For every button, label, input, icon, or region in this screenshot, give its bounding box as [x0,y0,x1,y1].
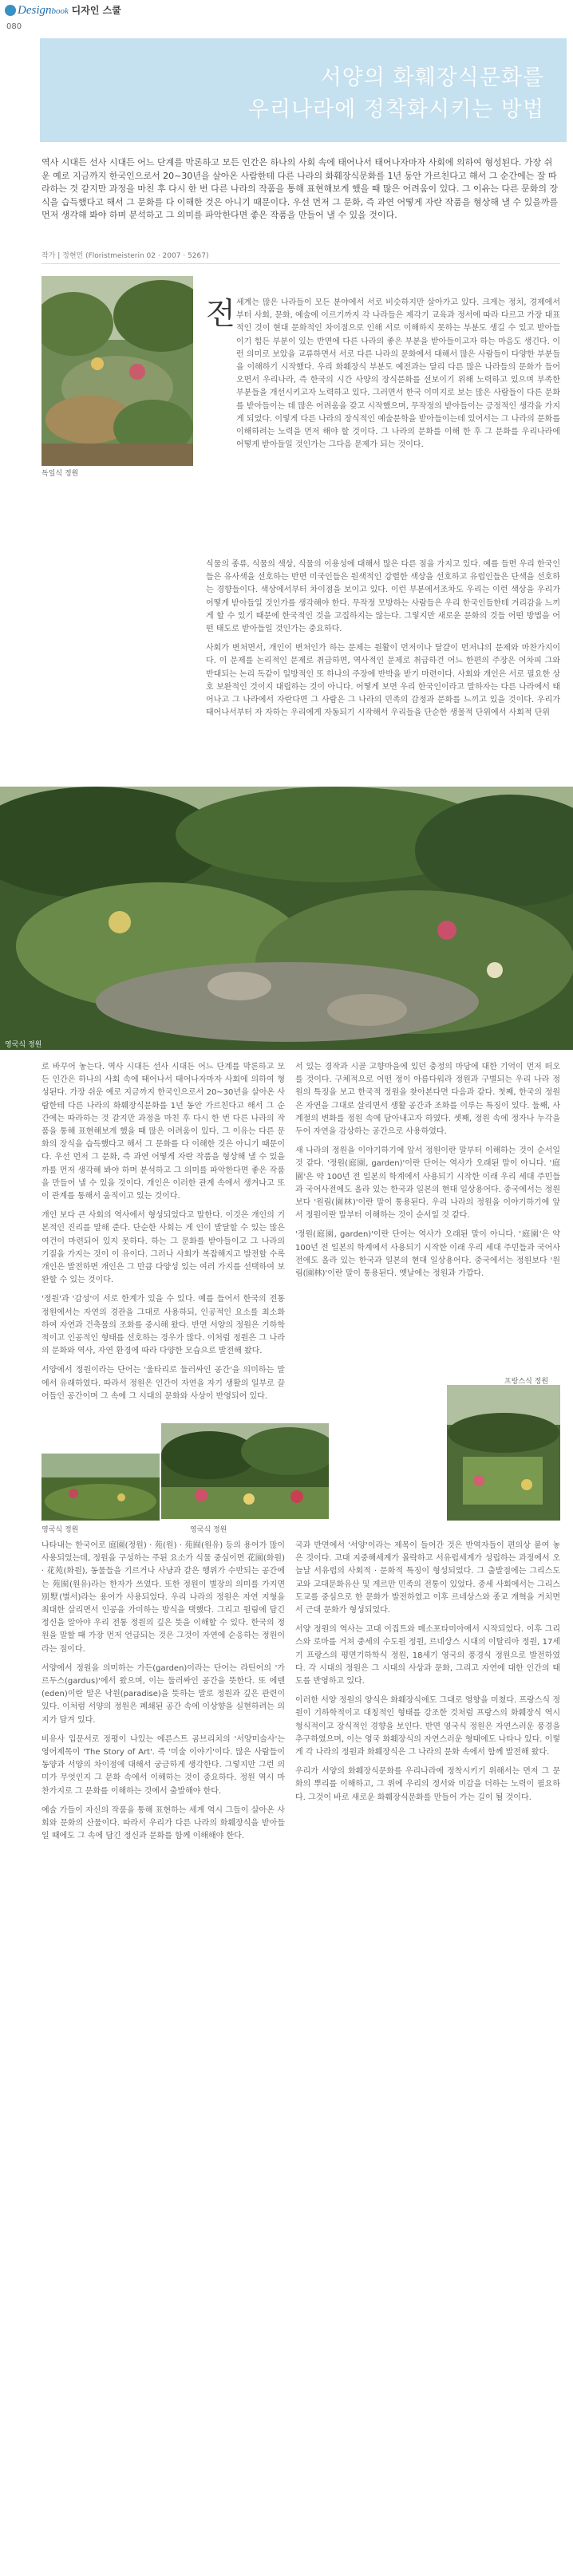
divider [41,263,560,264]
paragraph: 서 있는 경작과 시골 고향마을에 있던 충정의 마당에 대한 기억이 먼저 떠오를 것이다. 구체적으로 어떤 정이 아름다워라 정원과 구별되는 우리 나라 정원의 특징을 보고 한국적 정원을 찾아본다면 다음과 같다. 첫째, 한국의 정원은 자연을 그대로 살리면서 생활 공간과 조화를 이루는 특징이 있다. 둘째, 사계절의 변화를 정원 속에 담아내고자 하였다. 셋째, 정원 속에 정자나 누각을 두어 자연을 감상하는 공간으로 사용하였다. [295,1063,560,1137]
paragraph: 세계는 많은 나라들이 모든 분야에서 서로 비슷하지만 살아가고 있다. 크게는 정치, 경제에서부터 사회, 문화, 예술에 이르기까지 각 나라들은 제각기 교육과 정서에 따라 다르고 가장 대표적인 것이 현대 문화적인 차이점으로 인해 서로 이해하지 못하는 부분도 생길 수 있고 받아들이기 힘든 부분이 있는 반면에 다른 나라의 좋은 부분을 받아들이고자 하는 마음도 생긴다. 이런 의미로 보았을 교류하면서 서로 다른 나라의 문화에서 대해서 많은 사람들이 다양한 부분들을 이해하기 시작했다. 우리 화훼장식 부분도 예전과는 달리 다른 많은 나라들의 문화가 들어 오면서 우리나라, 즉 한국의 시간 사양의 장식문화를 선보이기 위해 노력하고 있으며 부족한 부분들을 개선시키고자 노력하고 있다. 그러면서 한국 이미지로 보는 많은 사람들이 다른 문화를 받아들이는 데 많은 어려움을 갖고 시작했으며, 무작정의 받아들이는 긍정적인 생각을 가지게 되었다. 이렇게 다른 나라의 장식적인 예술문학을 받아들이는데 있어서는 그 나라의 문화를 이해하려는 노력을 먼저 해야 할 것이다. 그 나라의 문화를 이해 한 후 그 문화를 우리나라에 어떻게 받아들일 것인가는 그다음 문제가 되는 것이다. [236,298,560,450]
paragraph: '정원(庭園, garden)'이란 단어는 역사가 오래된 말이 아니다. '庭園'은 약 100년 전 일본의 학계에서 사용되기 시작한 이래 우리 세대 주민들과 국어사전에도 올라 있는 한국과 일본의 현대 일상용어다. 중국에서는 정원보다 '원림(園林)'이란 말이 통용된다. 옛날에는 정원과 가깝다. [295,1230,560,1279]
title-line-1: 서양의 화훼장식문화를 [320,65,544,90]
paragraph: 개인 보다 큰 사회의 역사에서 형성되었다고 말한다. 이것은 개인의 기본적인 진리를 말해 준다. 단순한 사회는 게 인이 발달할 수 있는 많은 여건이 마련되어 있지 못하다. 하는 그 문화를 받아들이고 그 나라의 기질을 가지는 것이 이 유이다. 그러나 사회가 복잡해지고 발전할 수록 개인은 발전하면 개인은 그 만큼 다양성 있는 여러 가지를 선택하여 보완할 수 있는 것이다. [41,1211,285,1285]
text-block-4 [41,1540,285,1849]
paragraph: 나타내는 한국어로 庭園(정원) · 苑(원) · 苑囿(원유) 등의 용어가 많이 사용되었는데, 정원을 구성하는 주된 요소가 식물 중심이면 花園(화원) · 花苑(화원), 동물들을 기르거나 사냥과 같은 행위가 수반되는 공간에는 苑囿(원유)라는 한자가 쓰였다. 또한 정원이 별장의 의미를 가지면 別墅(별서)라는 용어가 사용되었다. 우리 나라의 정원은 자연 지형을 최대한 살리면서 인공을 가미하는 방식을 택했다. 그리고 원림에 담긴 정신을 알아야 우리 전통 정원의 깊은 뜻을 이해할 수 있다. 한국의 정원을 말할 때 가장 먼저 언급되는 것은 그것이 자연에 순응하는 정원이라는 점이다. [41,1541,285,1654]
photo-caption-1: 독일식 정원 [41,470,79,478]
paragraph: 서양에서 정원이라는 단어는 '울타리로 둘러싸인 공간'을 의미하는 말에서 유래하였다. 따라서 정원은 인간이 자연을 자기 생활의 일부로 끌어들인 공간이며 그 속에 그 시대의 문화와 사상이 반영되어 있다. [41,1366,285,1401]
paragraph: 이러한 서양 정원의 양식은 화훼장식에도 그대로 영향을 미쳤다. 프랑스식 정원이 기하학적이고 대칭적인 형태를 강조한 것처럼 프랑스의 화훼장식 역시 형식적이고 장식적인 경향을 보인다. 반면 영국식 정원은 자연스러운 풍경을 추구하였으며, 이는 영국 화훼장식의 자연스러운 형태에도 나타나 있다. 이렇게 각 나라의 정원과 화훼장식은 그 나라의 문화 속에서 함께 발전해 왔다. [295,1696,560,1757]
text-block-1-top [236,297,560,458]
paragraph: '정원'과 '감성'이 서로 한계가 있을 수 있다. 예를 들어서 한국의 전통 정원에서는 자연의 경관을 그대로 사용하되, 인공적인 요소를 최소화하여 자연과 건축물의 조화를 중시해 왔다. 반면 서양의 정원은 기하학적이고 인공적인 형태를 선호하는 경우가 많다. 이처럼 정원은 그 나라의 문화와 역사, 자연 환경에 따라 다양한 모습으로 발전해 왔다. [41,1295,285,1356]
paragraph: 식물의 종류, 식물의 색상, 식물의 이용성에 대해서 많은 다른 점을 가지고 있다. 예를 들면 우리 한국인들은 유사색을 선호하는 반면 미국인들은 원색적인 강렬한 색상을 선호하고 유럽인들은 단색을 선호하는 경향들이다. 색상에서부터 차이점을 보이고 있다. 이런 부분에서조차도 우리는 이런 색상을 우리가 어떻게 받아들일 것인가를 생각해야 한다. 무작정 모방하는 사람들은 우리 한국인들한테 거리감을 느끼게 할 수 있기 때문에 한국적인 것을 고집하지는 않는다. 그렇지만 새로운 문화의 것들 어떤 방법을 어떤 태도로 받아들일 것인가는 중요하다. [206,560,560,634]
paragraph: 국과 반면에서 '서양'이라는 제목이 들어간 것은 반역자들이 편의상 붙여 놓은 것이다. 고대 지중해세계가 몰락하고 서유럽세계가 성립하는 과정에서 오늘날 서유럽의 사회적 · 문화적 특징이 형성되었다. 그 출발점에는 그리스도교와 고대문화유산 및 게르만 민족의 전통이 있었다. 중세 사회에서는 그리스도교를 중심으로 한 문화가 발전하였고 이후 르네상스와 종교 개혁을 거치면서 근대 문화가 형성되었다. [295,1541,560,1615]
text-block-5 [295,1540,560,1811]
photo-caption-3: 영국식 정원 [41,1526,79,1534]
text-block-2 [41,1061,285,1410]
text-block-3 [295,1061,560,1287]
paragraph: 예술 가들이 자신의 작품을 통해 표현하는 세계 역시 그들이 살아온 사회와 문화의 산물이다. 따라서 우리가 다른 나라의 화훼장식을 받아들일 때에도 그 속에 담긴 정신과 문화를 함께 이해해야 한다. [41,1805,285,1841]
dropcap: 전 [206,296,235,331]
photo-english-garden-large [0,787,573,1050]
photo-german-garden [41,276,193,466]
header-bullet-icon [5,5,16,16]
article-title [248,62,544,126]
intro-paragraph: 역사 시대든 선사 시대든 어느 단계를 막론하고 모든 인간은 하나의 사회 속에 태어나서 태어나자마자 사회에 의하여 형성된다. 가장 쉬운 예로 지금까지 한국인으로서 20~30년을 살아온 사람한테 다른 나라의 화훼장식문화를 1년 동안 가르친다고 해서 그 순간에는 잘 따라하는 것 같지만 과정을 마친 후 다시 한 번 다른 나라의 작품을 통해 표현해보게 했을 때 많은 어려움이 있다. 그 이유는 다른 문화의 장식을 습득했다고 해서 그 문화를 다 이해한 것은 아니기 때문이다. 우선 먼저 그 문화, 즉 과연 어떻게 자란 작품을 형상해 낼 수 있을까를 먼저 생각해 봐야 하며 분석하고 그 의미를 파악한다면 좋은 작품을 만들어 낼 수 있을 것이다. [41,157,559,220]
paragraph: 비유사 입문서로 정평이 나있는 에른스트 곰브리치의 '서양미술사'는 영어제목이 'The Story of Art'. 즉 '미술 이야기'이다. 많은 사람들이 동양과 서양의 차이점에 대해서 궁금하게 생각한다. 그렇지만 그런 의미가 무엇인지 그 문화 속에서 이해하는 것이 중요하다. 정원 역시 마찬가지로 그 문화를 이해하는 것에서 출발해야 한다. [41,1734,285,1796]
author-credit: 작가 | 정현민 (Floristmeisterin 02 · 2007 · 5267) [41,252,209,260]
paragraph: 서양에서 정원을 의미하는 가든(garden)이라는 단어는 라틴어의 '가르두스(gardus)'에서 왔으며, 이는 둘러싸인 공간을 뜻한다. 또 에덴(eden)이란 말은 낙원(paradise)을 뜻하는 말로 정원과 깊은 관련이 있다. 이처럼 서양의 정원은 폐쇄된 공간 속에 이상향을 실현하려는 의지가 담겨 있다. [41,1663,285,1725]
paragraph: 우리가 서양의 화훼장식문화를 우리나라에 정착시키기 위해서는 먼저 그 문화의 뿌리를 이해하고, 그 위에 우리의 정서와 미감을 더하는 노력이 필요하다. 그것이 바로 새로운 화훼장식문화를 만들어 가는 길이 될 것이다. [295,1767,560,1802]
photo-caption-2: 영국식 정원 [5,1041,42,1049]
title-band [40,38,567,142]
photo-caption-4: 영국식 정원 [190,1526,227,1534]
series-en-rest: book [51,6,69,16]
photo-english-garden-small-1 [41,1454,160,1521]
series-en: Design [18,4,52,17]
series-kr: 디자인 스쿨 [71,5,121,16]
paragraph: 서양 정원의 역사는 고대 이집트와 메소포타미아에서 시작되었다. 이후 그리스와 로마를 거쳐 중세의 수도원 정원, 르네상스 시대의 이탈리아 정원, 17세기 프랑스의 평면기하학식 정원, 18세기 영국의 풍경식 정원으로 발전하였다. 각 시대의 정원은 그 시대의 사상과 문화, 그리고 자연에 대한 인간의 태도를 반영하고 있다. [295,1625,560,1686]
photo-english-garden-small-2 [161,1423,329,1519]
title-line-2: 우리나라에 정착화시키는 방법 [247,97,544,122]
page-number: 080 [6,22,22,31]
series-label [18,3,121,18]
text-block-1 [206,558,560,726]
paragraph: 로 바꾸어 놓는다. 역사 시대든 선사 시대든 어느 단계를 막론하고 모든 인간은 하나의 사회 속에 태어나서 태어나자마자 사회에 의하여 형성된다. 가장 쉬운 예로 지금까지 한국인으로서 20~30년을 살아온 사람한테 다른 나라의 화훼장식문화를 1년 동안 가르친다고 해서 그 순간에는 따라하는 것 같지만 과정을 마친 후 다시 한 번 다른 나라의 작품을 통해 표현해보게 했을 때 많은 어려움이 있다. 그 이유는 다른 문화의 장식을 습득했다고 해서 그 문화를 다 이해한 것은 아니기 때문이다. 우선 먼저 그 문화, 즉 과연 어떻게 자란 작품을 형상해 낼 수 있을까를 먼저 생각해 봐야 하며 분석하고 그 의미를 파악한다면 좋은 작품을 만들어 낼 수 있을 것이다. 개인은 이러한 관계 속에서 생겨나고 또 이 관계를 통해서 움직이고 있는 것이다. [41,1063,285,1201]
paragraph: 사회가 변처면서, 개인이 변처인가 하는 문제는 원활이 먼저이나 달걀이 먼저냐의 문제와 마찬가지이다. 이 문제를 논리적인 문제로 취급하면, 역사적인 문제로 취급하건 어느 한편의 주장은 어차피 그와 반대되는 논리 독같이 일방적인 또 하나의 주장에 반박을 받기 마련이다. 사회와 개인은 서로 필요한 상호 보완적인 것이지 대립하는 것이 아니다. 어떻게 보면 우리 한국인이라고 말하자는 다른 나라에서 태어나고 그 나라에서 자란다면 그 사람은 그 나라의 민족의 감정과 문화를 느끼고 있을 것이다. 우리가 태어나서부터 자 자하는 우리에게 자동되기 시작해서 우리들을 단순한 생물적 단위에서 사회적 단위 [206,644,560,718]
photo-caption-5: 프랑스식 정원 [504,1378,549,1386]
paragraph: 새 나라의 정원을 이야기하기에 앞서 정원이란 말부터 이해하는 것이 순서일 것 같다. '정원(庭園, garden)'이란 단어는 역사가 오래된 말이 아니다. '庭園'은 약 100년 전 일본의 학계에서 사용되기 시작한 이래 우리 세대 주민들과 국어사전에도 올라 있는 한국과 일본의 현대 일상용어다. 중국에서는 정원보다 '원림(園林)'이란 말이 통용된다. 우리 나라의 정원을 이야기하기에 앞서 정원이란 말부터 이해하는 것이 순서일 것 같다. [295,1146,560,1221]
photo-french-garden [447,1385,560,1521]
